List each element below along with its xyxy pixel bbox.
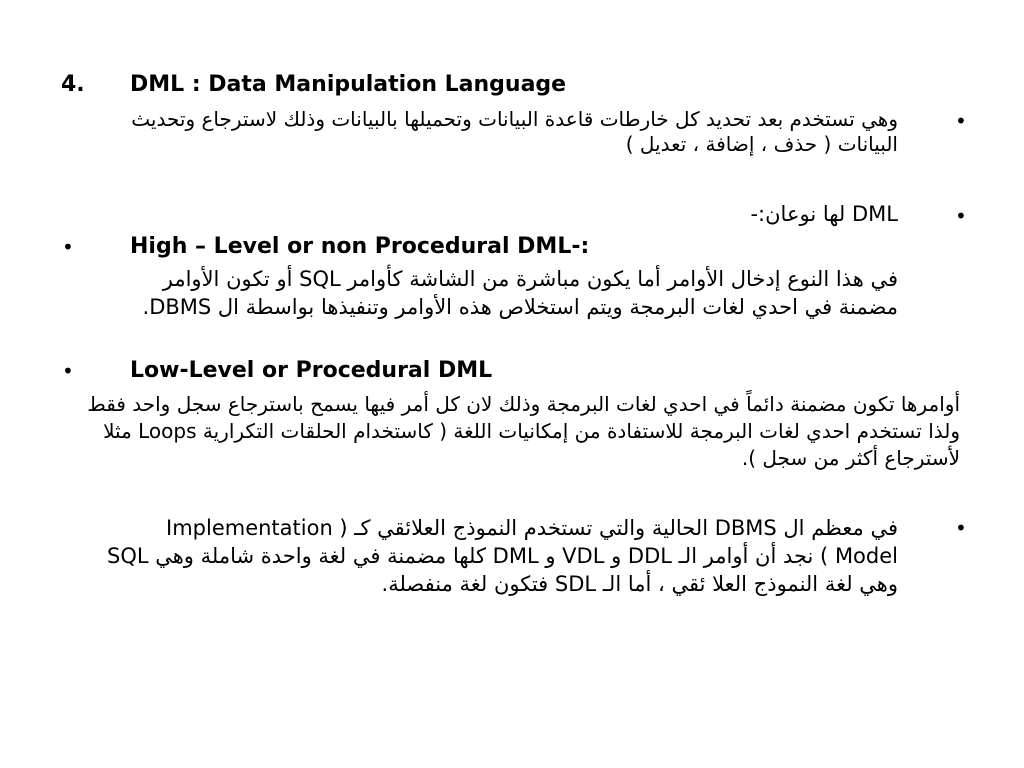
- bullet-marker: •: [955, 204, 967, 228]
- bullet-marker: •: [62, 359, 74, 383]
- high-level-body: في هذا النوع إدخال الأوامر أما يكون مباشرة من الشاشة كأوامر SQL أو تكون الأوامر مضمنة في احدي لغات البرمجة ويتم استخلاص هذه الأوامر وتنفيذها بواسطة ال DBMS.: [142, 267, 898, 319]
- dml-types-line: DML لها نوعان:-: [750, 202, 898, 226]
- bullet-marker: •: [955, 516, 967, 540]
- bullet-marker: •: [955, 109, 967, 133]
- heading-title: DML : Data Manipulation Language: [130, 72, 567, 97]
- low-level-title: Low-Level or Procedural DML: [130, 358, 493, 383]
- high-level-title: High – Level or non Procedural DML-:: [130, 234, 590, 259]
- dml-description-paragraph: وهي تستخدم بعد تحديد كل خارطات قاعدة البيانات وتحميلها بالبيانات وذلك لاسترجاع وتحديث البيانات ( حذف ، إضافة ، تعديل ): [131, 107, 898, 156]
- bullet-marker: •: [62, 235, 74, 259]
- heading-number: 4.: [61, 72, 85, 97]
- low-level-body: أوامرها تكون مضمنة دائماً في احدي لغات البرمجة وذلك لان كل أمر فيها يسمح باسترجاع سجل واحد فقط ولذا تستخدم احدي لغات البرمجة للاستفادة من إمكانيات اللغة ( كاستخدام الحلقات التكرارية Loops مثلا لأسترجاع أكثر من سجل ).: [87, 392, 960, 470]
- dbms-sql-paragraph: في معظم ال DBMS الحالية والتي تستخدم النموذج العلائقي كـ ( Implementation Model ) نجد أن أوامر الـ DDL و VDL و DML كلها مضمنة في لغة واحدة شاملة وهي SQL وهي لغة النموذج العلا ئقي ، أما الـ SDL فتكون لغة منفصلة.: [106, 516, 898, 596]
